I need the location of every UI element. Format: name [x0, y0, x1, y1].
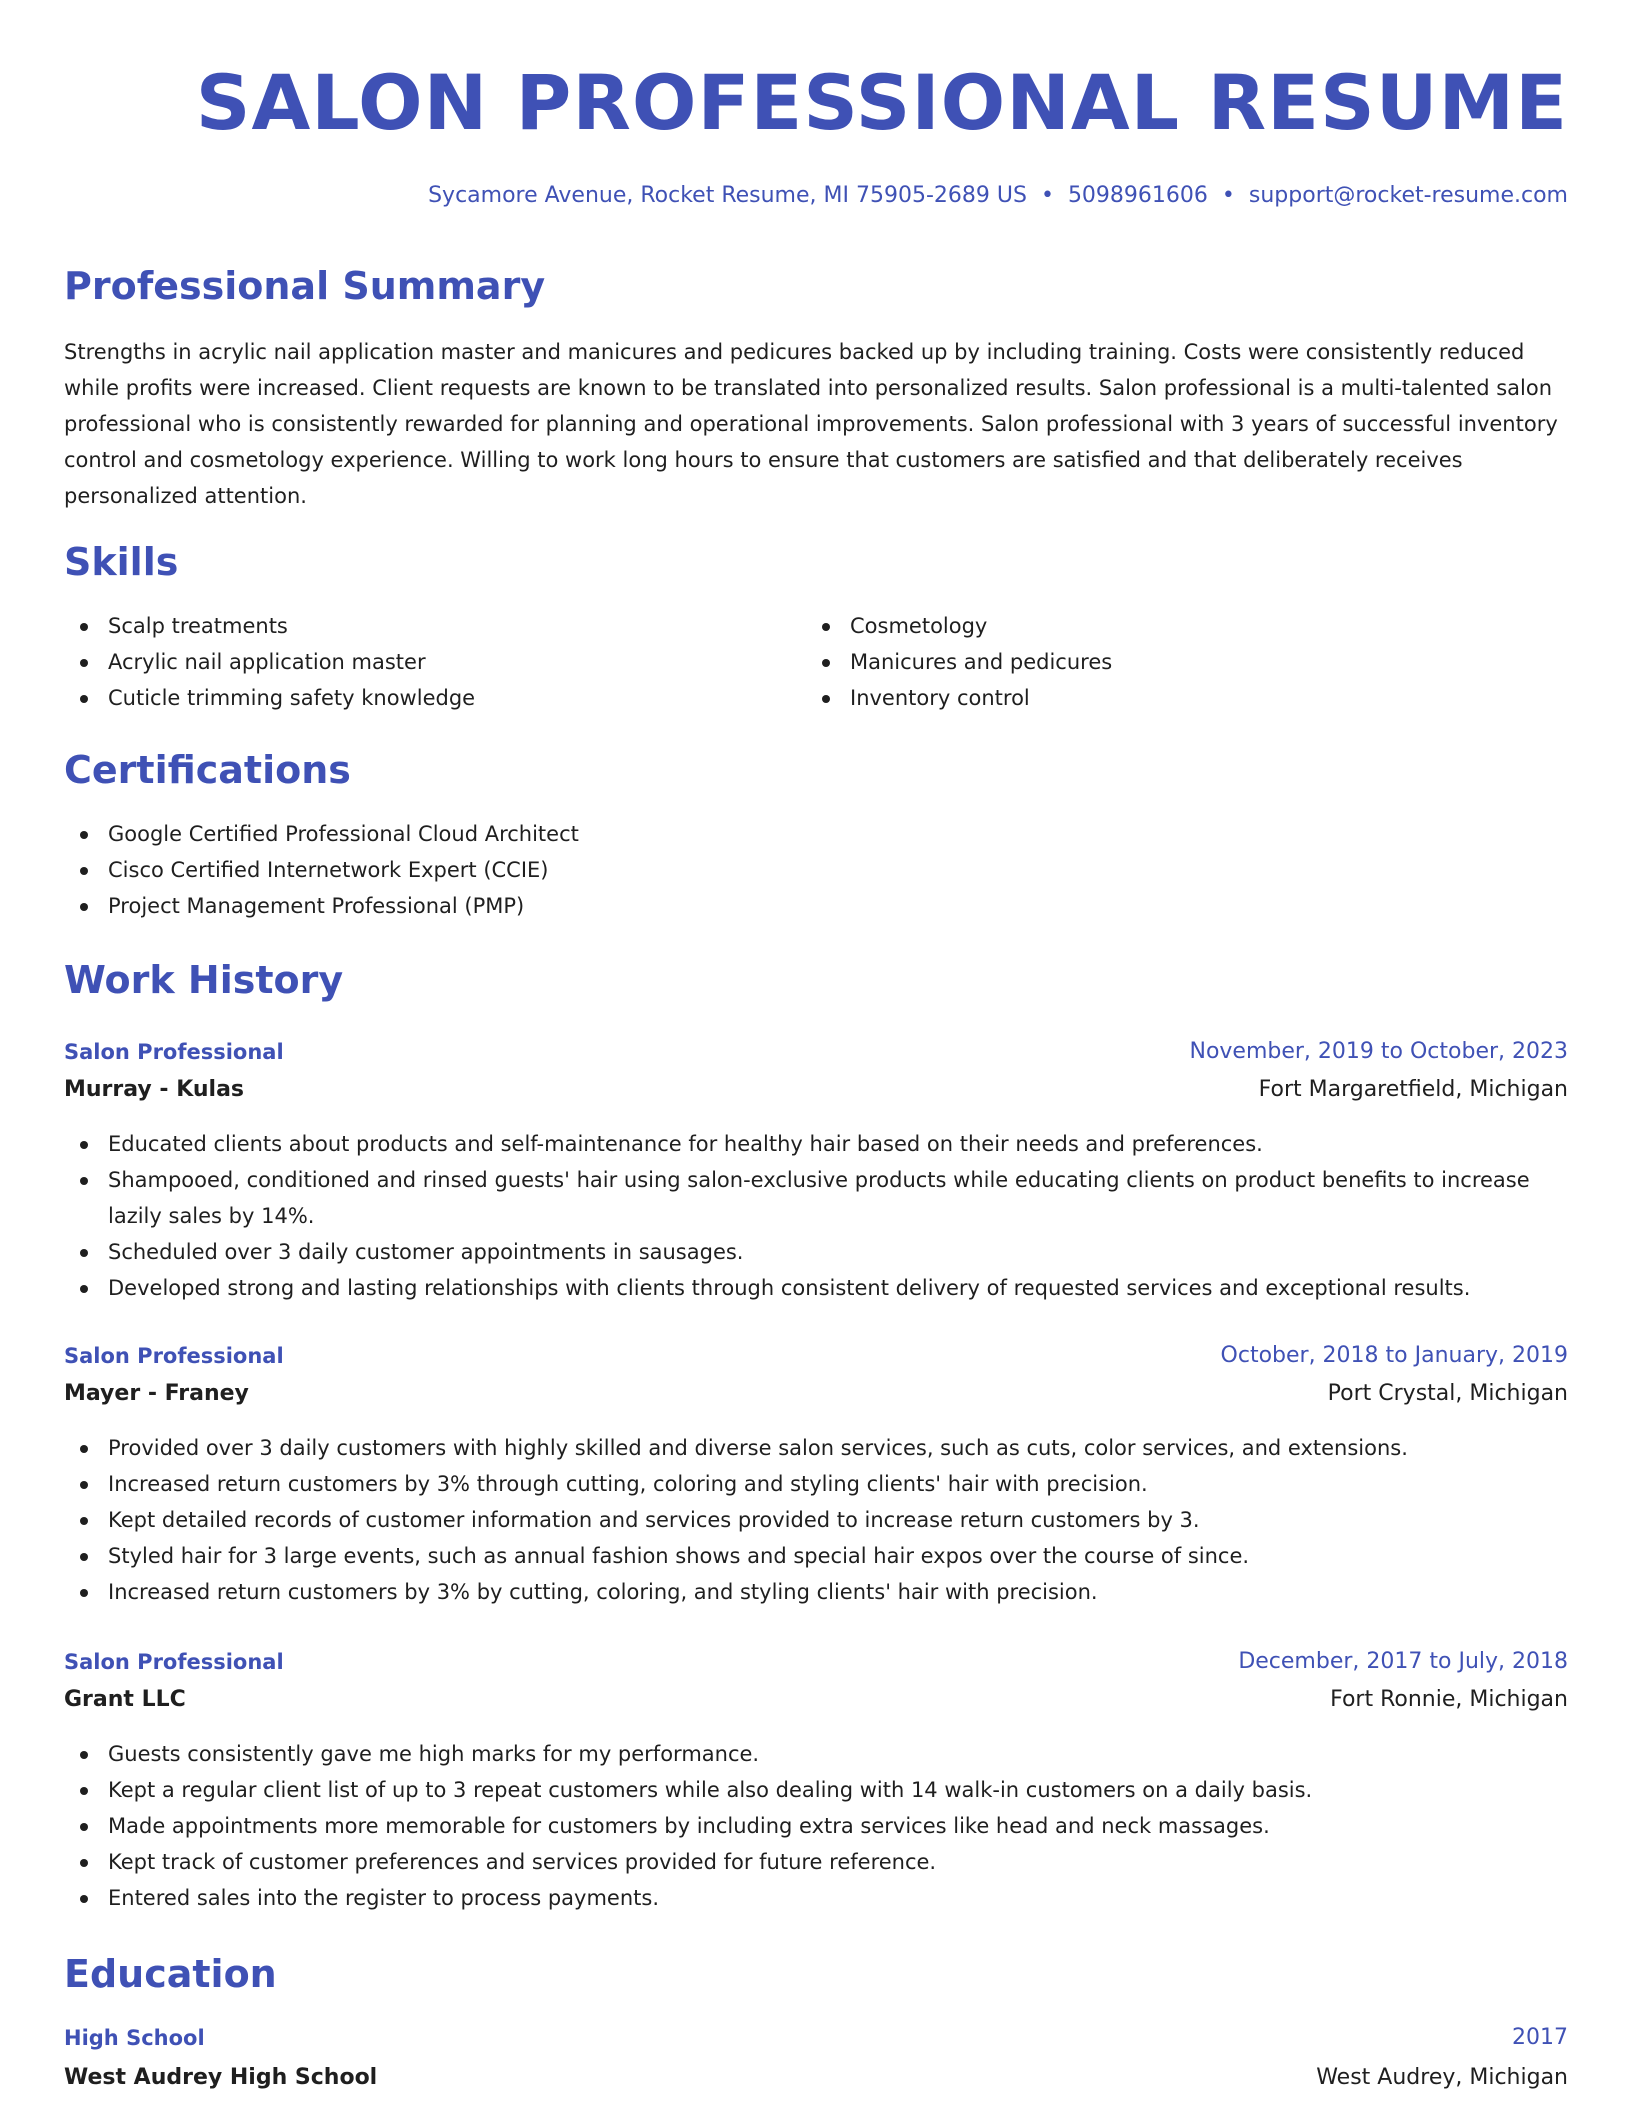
job-role: Salon Professional — [64, 1040, 284, 1064]
job-bullet: Entered sales into the register to process payments. — [64, 1880, 1568, 1916]
contact-separator: • — [1221, 183, 1235, 208]
education-degree-row — [64, 2020, 1568, 2056]
skills-list-right — [806, 608, 1546, 716]
job-dates: November, 2019 to October, 2023 — [1189, 1039, 1568, 1064]
contact-separator: • — [1040, 183, 1054, 208]
job-company: Murray - Kulas — [64, 1077, 245, 1102]
contact-phone: 5098961606 — [1067, 183, 1208, 208]
contact-address: Sycamore Avenue, Rocket Resume, MI 75905-2689 US — [428, 183, 1027, 208]
job-role: Salon Professional — [64, 1650, 284, 1674]
job-title-row — [64, 1034, 1568, 1070]
job-company-row — [64, 1072, 1568, 1108]
job-bullet: Educated clients about products and self-maintenance for healthy hair based on their needs and preferences. — [64, 1126, 1568, 1162]
skills-heading: Skills — [64, 540, 179, 584]
skill-item: Acrylic nail application master — [64, 644, 804, 680]
contact-line — [428, 180, 1568, 212]
job-bullet: Guests consistently gave me high marks for my performance. — [64, 1736, 1568, 1772]
education-degree: High School — [64, 2026, 205, 2050]
job-bullet: Kept a regular client list of up to 3 repeat customers while also dealing with 14 walk-in customers on a daily basis. — [64, 1772, 1568, 1808]
job-location: Fort Ronnie, Michigan — [1330, 1687, 1568, 1712]
job-bullet: Kept detailed records of customer information and services provided to increase return customers by 3. — [64, 1502, 1568, 1538]
certifications-heading: Certifications — [64, 748, 351, 792]
job-bullet: Kept track of customer preferences and services provided for future reference. — [64, 1844, 1568, 1880]
skill-item: Cosmetology — [806, 608, 1546, 644]
education-year: 2017 — [1512, 2025, 1568, 2050]
summary-heading: Professional Summary — [64, 264, 546, 308]
job-company: Grant LLC — [64, 1687, 186, 1712]
education-school-row — [64, 2060, 1568, 2096]
skill-item: Inventory control — [806, 680, 1546, 716]
job-company: Mayer - Franey — [64, 1381, 249, 1406]
job-title-row — [64, 1338, 1568, 1374]
skills-list-left — [64, 608, 804, 716]
education-heading: Education — [64, 1952, 277, 1996]
education-school: West Audrey High School — [64, 2065, 378, 2090]
job-bullets — [64, 1430, 1568, 1610]
job-bullet: Scheduled over 3 daily customer appointments in sausages. — [64, 1234, 1568, 1270]
job-role: Salon Professional — [64, 1344, 284, 1368]
job-title-row — [64, 1644, 1568, 1680]
job-location: Port Crystal, Michigan — [1327, 1381, 1568, 1406]
job-company-row — [64, 1376, 1568, 1412]
skill-item: Scalp treatments — [64, 608, 804, 644]
job-bullet: Increased return customers by 3% by cutting, coloring, and styling clients' hair with precision. — [64, 1574, 1568, 1610]
job-company-row — [64, 1682, 1568, 1718]
resume-title: SALON PROFESSIONAL RESUME — [195, 58, 1568, 147]
job-bullet: Increased return customers by 3% through cutting, coloring and styling clients' hair with precision. — [64, 1466, 1568, 1502]
skill-item: Cuticle trimming safety knowledge — [64, 680, 804, 716]
certification-item: Project Management Professional (PMP) — [64, 888, 1568, 924]
job-bullet: Made appointments more memorable for customers by including extra services like head and neck massages. — [64, 1808, 1568, 1844]
job-dates: October, 2018 to January, 2019 — [1220, 1343, 1568, 1368]
skill-item: Manicures and pedicures — [806, 644, 1546, 680]
job-location: Fort Margaretfield, Michigan — [1258, 1077, 1568, 1102]
job-bullet: Shampooed, conditioned and rinsed guests' hair using salon-exclusive products while educating clients on product benefits to increase lazily sales by 14%. — [64, 1162, 1568, 1234]
certification-item: Google Certified Professional Cloud Architect — [64, 816, 1568, 852]
job-bullets — [64, 1736, 1568, 1916]
job-bullet: Styled hair for 3 large events, such as annual fashion shows and special hair expos over the course of since. — [64, 1538, 1568, 1574]
job-bullet: Provided over 3 daily customers with highly skilled and diverse salon services, such as cuts, color services, and extensions. — [64, 1430, 1568, 1466]
job-bullet: Developed strong and lasting relationships with clients through consistent delivery of requested services and exceptional results. — [64, 1270, 1568, 1306]
job-dates: December, 2017 to July, 2018 — [1238, 1649, 1568, 1674]
summary-text: Strengths in acrylic nail application master and manicures and pedicures backed up by including training. Costs were consistently reduced while profits were increased. Client requests are known to be translated into personalized results. Salon professional is a multi-talented salon professional who is consistently rewarded for planning and operational improvements. Salon professional with 3 years of successful inventory control and cosmetology experience. Willing to work long hours to ensure that customers are satisfied and that deliberately receives personalized attention. — [64, 340, 1558, 508]
job-bullets — [64, 1126, 1568, 1306]
certification-item: Cisco Certified Internetwork Expert (CCIE) — [64, 852, 1568, 888]
education-location: West Audrey, Michigan — [1316, 2065, 1568, 2090]
contact-email: support@rocket-resume.com — [1248, 183, 1568, 208]
certifications-list — [64, 816, 1568, 924]
work-history-heading: Work History — [64, 958, 344, 1002]
